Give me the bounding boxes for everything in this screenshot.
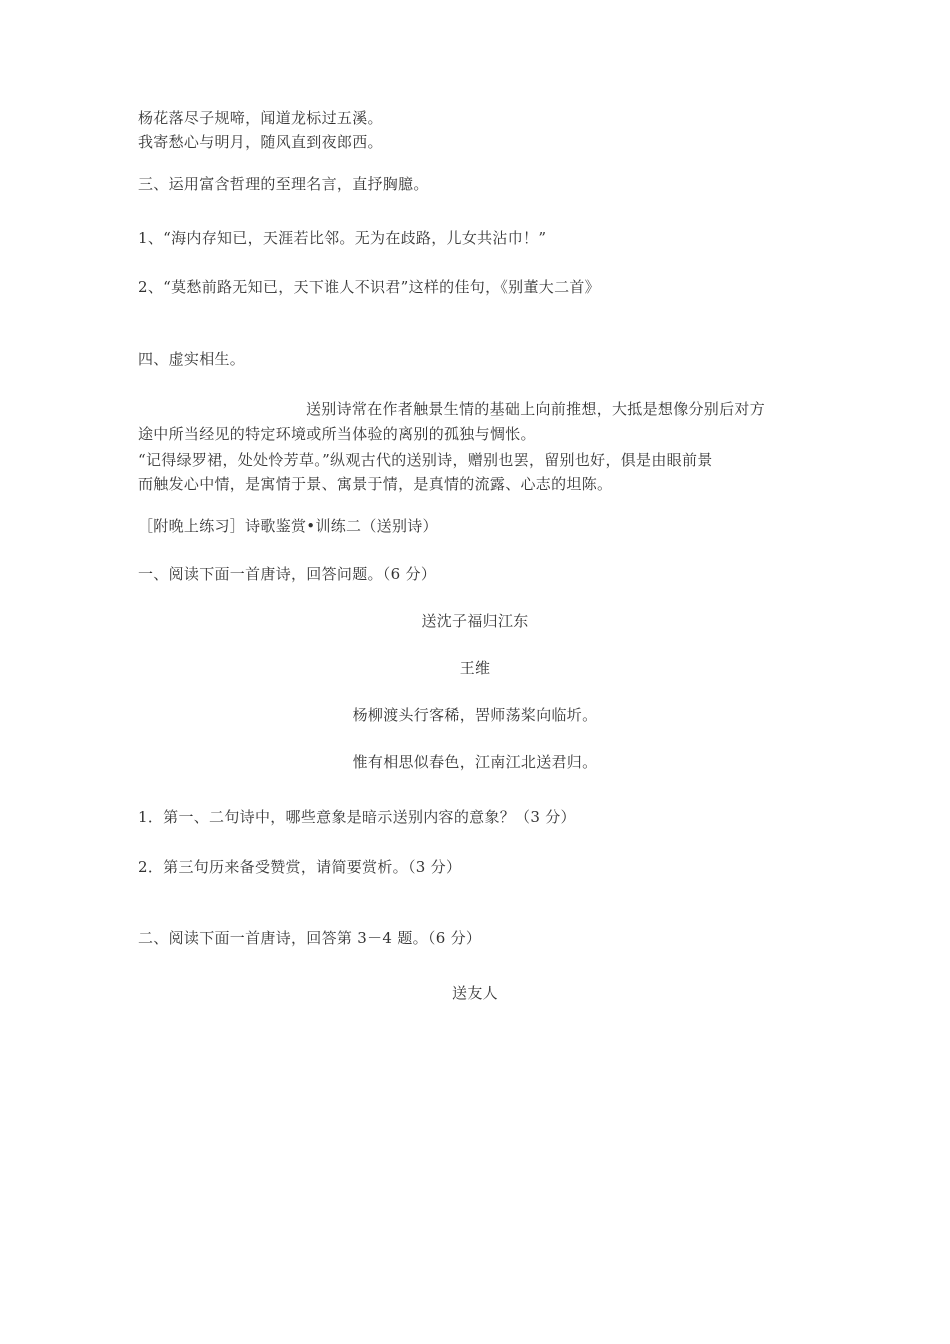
section-4-para-2-line-1: “记得绿罗裙，处处怜芳草。”纵观古代的送别诗，赠别也罢，留别也好，俱是由眼前景 (138, 451, 713, 469)
question-1-heading: 一、阅读下面一首唐诗，回答问题。（6 分） (138, 565, 437, 583)
poem-1-line-1: 杨柳渡头行客稀，罟师荡桨向临圻。 (352, 706, 598, 724)
poem-1-title: 送沈子福归江东 (421, 612, 529, 630)
question-1-sub-1: 1．第一、二句诗中，哪些意象是暗示送别内容的意象？（3 分） (138, 808, 576, 826)
exercise-title: ［附晚上练习］诗歌鉴赏•训练二（送别诗） (138, 517, 438, 535)
question-1-sub-2: 2．第三句历来备受赞赏，请简要赏析。（3 分） (138, 858, 462, 876)
section-4-heading: 四、虚实相生。 (138, 350, 246, 368)
poem-tail-line-1: 杨花落尽子规啼，闻道龙标过五溪。 (138, 109, 383, 127)
section-3-heading: 三、运用富含哲理的至理名言，直抒胸臆。 (138, 175, 429, 193)
poem-2-title: 送友人 (452, 984, 498, 1002)
section-4-para-2-line-2: 而触发心中情，是寓情于景、寓景于情，是真情的流露、心志的坦陈。 (138, 475, 613, 493)
section-4-para-1-line-1: 送别诗常在作者触景生情的基础上向前推想，大抵是想像分别后对方 (306, 400, 766, 418)
poem-1-line-2: 惟有相思似春色，江南江北送君归。 (352, 753, 598, 771)
section-3-item-2: 2、“莫愁前路无知已，天下谁人不识君”这样的佳句，《别董大二首》 (138, 278, 600, 296)
poem-tail-line-2: 我寄愁心与明月，随风直到夜郎西。 (138, 133, 383, 151)
section-4-para-1-line-2: 途中所当经见的特定环境或所当体验的离别的孤独与惆怅。 (138, 425, 536, 443)
poem-1-author: 王维 (459, 659, 491, 677)
question-2-heading: 二、阅读下面一首唐诗，回答第 3－4 题。（6 分） (138, 929, 482, 947)
section-3-item-1: 1、“海内存知已，天涯若比邻。无为在歧路，儿女共沾巾！” (138, 229, 547, 247)
